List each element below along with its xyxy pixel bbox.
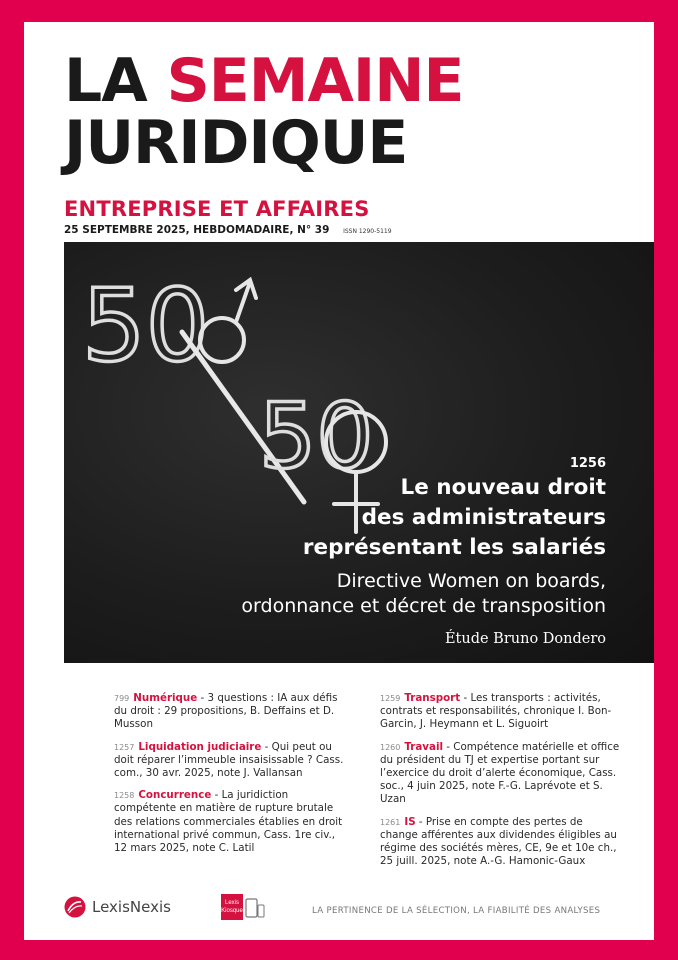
publisher-name: LexisNexis: [92, 898, 171, 916]
story-title-line: Le nouveau droit: [400, 475, 606, 500]
masthead-juridique: JURIDIQUE: [64, 108, 408, 178]
issue-date: 25 SEPTEMBRE 2025, HEBDOMADAIRE, N° 39: [64, 224, 330, 236]
toc-number: 1258: [114, 791, 135, 801]
story-author: Étude Bruno Dondero: [444, 631, 606, 647]
issue-line: [64, 224, 392, 236]
toc-text: - Prise en compte des pertes de change afférentes aux dividendes éligibles au régime des sociétés mères, CE, 9e et 10e ch., 25 juill. 2025, note A.-G. Hamonic-Gaux: [380, 815, 617, 868]
story-number: 1256: [569, 456, 606, 471]
cover-hero: [64, 242, 654, 663]
masthead-line-1: [64, 46, 464, 116]
kiosque-logo: [221, 894, 243, 920]
story-title[interactable]: [241, 473, 606, 563]
toc-rubric: Transport: [404, 692, 461, 704]
issn: ISSN 1290-5119: [343, 228, 392, 235]
masthead-semaine: SEMAINE: [166, 46, 464, 116]
toc-entry[interactable]: [114, 692, 346, 732]
story-title-line: des administrateurs: [361, 505, 606, 530]
lexisnexis-logo-icon: [64, 896, 86, 918]
chalk-fifty-top: 50: [82, 267, 210, 384]
story-subtitle-line: ordonnance et décret de transposition: [241, 595, 606, 617]
toc-number: 1261: [380, 817, 401, 827]
toc-entry[interactable]: [380, 741, 620, 807]
toc-number: 1260: [380, 742, 401, 752]
toc-text: - Les transports : activités, contrats et responsabilités, chronique I. Bon-Garcin, J. Heymann et L. Siguoirt: [380, 692, 612, 731]
toc-entry[interactable]: [114, 741, 346, 781]
cover-footer: [64, 890, 624, 930]
toc-number: 1259: [380, 694, 401, 703]
masthead-la: LA: [64, 46, 147, 116]
toc-text: - 3 questions : IA aux défis du droit : 29 propositions, B. Deffains et D. Musson: [114, 692, 338, 731]
toc-entry[interactable]: [380, 692, 620, 732]
magazine-cover: [24, 22, 654, 940]
story-subtitle: [241, 569, 606, 619]
toc-rubric: Travail: [404, 740, 443, 753]
toc-column-left: [114, 692, 346, 864]
tagline: LA PERTINENCE DE LA SÉLECTION, LA FIABILITÉ DES ANALYSES: [312, 906, 601, 916]
toc-text: - La juridiction compétente en matière de rupture brutale des relations commerciales établies en droit international privé commun, Cass. 1re civ., 12 mars 2025, note C. Latil: [114, 789, 343, 855]
toc-rubric: IS: [404, 815, 416, 828]
kiosque-badge[interactable]: [221, 894, 265, 920]
toc-number: 1257: [114, 742, 135, 752]
tablet-icon: [243, 896, 265, 920]
cover-story: [241, 456, 606, 647]
toc-rubric: Concurrence: [138, 789, 212, 802]
toc-number: 799: [114, 694, 130, 703]
story-title-line: représentant les salariés: [302, 535, 606, 560]
toc-text: - Qui peut ou doit réparer l’immeuble insaisissable ? Cass. com., 30 avr. 2025, note J. Vallansan: [114, 740, 344, 780]
kiosque-bottom: Kiosque: [221, 908, 243, 914]
toc-rubric: Liquidation judiciaire: [138, 740, 262, 753]
publisher-logo[interactable]: [64, 896, 171, 918]
chalk-fifty-bottom: 50: [259, 384, 374, 489]
toc-entry[interactable]: [380, 816, 620, 869]
toc-text: - Compétence matérielle et office du président du TJ et expertise portant sur l’exercice du droit d’alerte économique, Cass. soc., 4 juin 2025, note F.-G. Laprévote et S. Uzan: [380, 740, 620, 806]
story-subtitle-line: Directive Women on boards,: [336, 570, 606, 592]
edition-subtitle: ENTREPRISE ET AFFAIRES: [64, 197, 370, 221]
kiosque-top: Lexis: [224, 900, 239, 906]
masthead: [64, 46, 464, 178]
toc-column-right: [380, 692, 620, 877]
toc-entry[interactable]: [114, 789, 346, 855]
toc-rubric: Numérique: [133, 692, 198, 704]
